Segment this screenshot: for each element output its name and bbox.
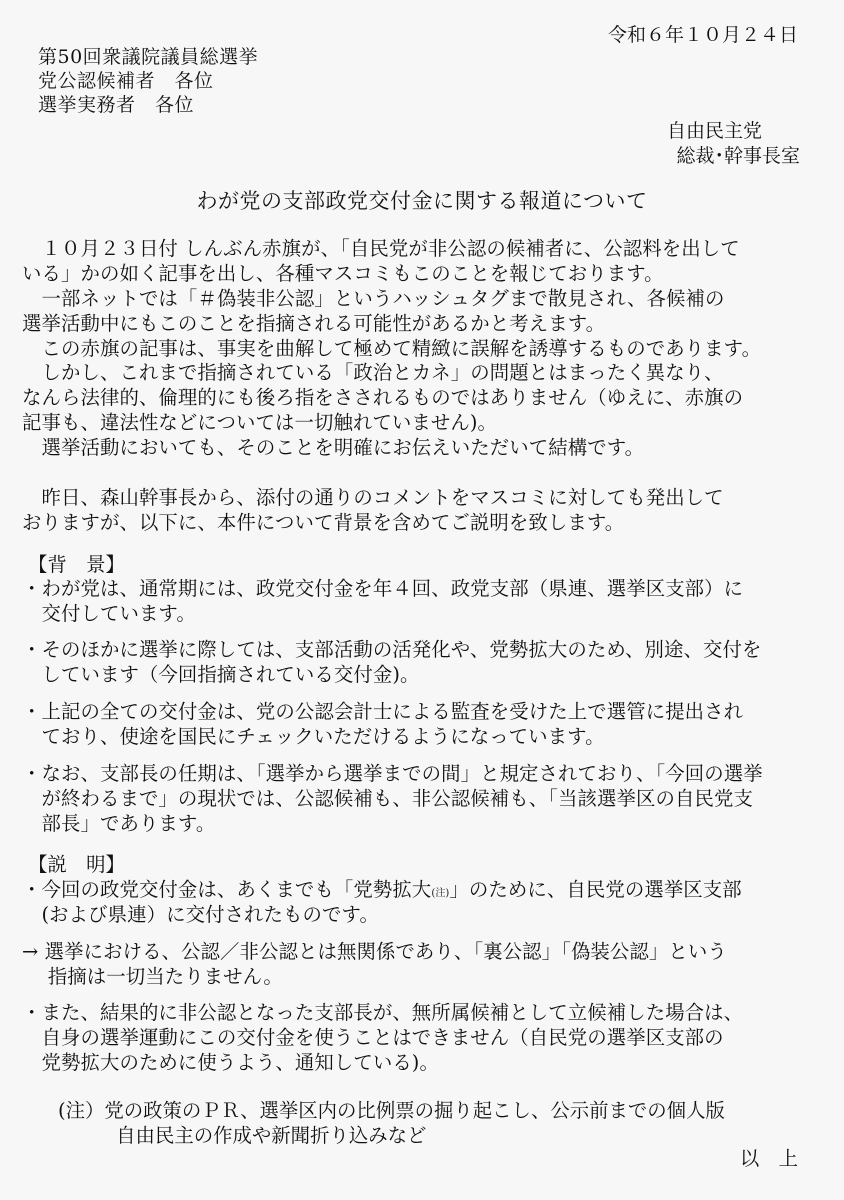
document-date: 令和６年１０月２４日 <box>607 24 798 46</box>
arrow-line: → 選挙における、公認／非公認とは無関係であり、「裏公認」「偽装公認」という <box>22 940 727 963</box>
intro-line: 記事も、違法性などについては一切触れていません)。 <box>22 411 498 434</box>
footnote-line: 自由民主の作成や新聞折り込みなど <box>58 1124 427 1147</box>
note-mark: (注) <box>431 888 450 899</box>
background-item: ・上記の全ての交付金は、党の公認会計士による監査を受けた上で選管に提出され <box>22 700 744 723</box>
background-item: しています（今回指摘されている交付金)。 <box>22 663 420 686</box>
intro-line: なんら法律的、倫理的にも後ろ指をさされるものではありません（ゆえに、赤旗の <box>22 386 744 409</box>
closing-mark: 以 上 <box>739 1147 798 1170</box>
background-item: 部長」であります。 <box>22 812 216 835</box>
background-item: ・わが党は、通常期には、政党交付金を年４回、政党支部（県連、選挙区支部）に <box>22 577 744 600</box>
background-item: ・なお、支部長の任期は、「選挙から選挙までの間」と規定されており、「今回の選挙 <box>22 762 763 785</box>
intro-line: 一部ネットでは「＃偽装非公認」というハッシュタグまで散見され、各候補の <box>22 287 725 310</box>
explanation-item: ・また、結果的に非公認となった支部長が、無所属候補として立候補した場合は、 <box>22 1001 744 1024</box>
footnote-line: (注）党の政策のＰＲ、選挙区内の比例票の掘り起こし、公示前までの個人版 <box>58 1099 725 1122</box>
background-heading: 【背 景】 <box>28 553 125 576</box>
sender-office: 総裁･幹事長室 <box>676 145 800 167</box>
recipient-staff: 選挙実務者 各位 <box>38 94 195 116</box>
sender-org: 自由民主党 <box>666 120 762 142</box>
background-item: ・そのほかに選挙に際しては、支部活動の活発化や、党勢拡大のため、別途、交付を <box>22 638 762 661</box>
intro-line: １０月２３日付 しんぶん赤旗が、「自民党が非公認の候補者に、公認料を出して <box>22 237 740 260</box>
explanation-item-text: 」のために、自民党の選挙区支部 <box>449 878 742 901</box>
recipient-candidates: 党公認候補者 各位 <box>38 70 214 92</box>
intro-line: しかし、これまで指摘されている「政治とカネ」の問題とはまったく異なり、 <box>22 361 724 384</box>
intro-line: いる」かの如く記事を出し、各種マスコミもこのことを報じております。 <box>22 262 664 285</box>
intro-line: この赤旗の記事は、事実を曲解して極めて精緻に誤解を誘導するものであります。 <box>22 337 762 360</box>
arrow-line: 指摘は一切当たりません。 <box>22 965 283 988</box>
document-title: わが党の支部政党交付金に関する報道について <box>196 189 648 213</box>
explanation-item: 自身の選挙運動にこの交付金を使うことはできません（自民党の選挙区支部の <box>22 1026 724 1049</box>
intro-line: 選挙活動においても、そのことを明確にお伝えいただいて結構です。 <box>22 436 645 459</box>
explanation-item <box>22 880 742 899</box>
background-item: 交付しています。 <box>22 602 196 625</box>
intro-line: 選挙活動中にもこのことを指摘される可能性があるかと考えます。 <box>22 312 606 335</box>
explanation-item: (および県連）に交付されたものです。 <box>22 903 379 926</box>
intro-line: 昨日、森山幹事長から、添付の通りのコメントをマスコミに対しても発出して <box>22 486 724 509</box>
background-item: ており、使途を国民にチェックいただけるようになっています。 <box>22 725 605 748</box>
explanation-item: 党勢拡大のために使うよう、通知している)。 <box>22 1051 439 1074</box>
intro-line: おりますが、以下に、本件について背景を含めてご説明を致します。 <box>22 511 625 534</box>
background-item: が終わるまで」の現状では、公認候補も、非公認候補も、「当該選挙区の自民党支 <box>22 787 753 810</box>
explanation-heading: 【説 明】 <box>28 853 125 876</box>
recipient-election: 第50回衆議院議員総選挙 <box>38 46 259 68</box>
explanation-item-text: ・今回の政党交付金は、あくまでも「党勢拡大 <box>22 878 432 901</box>
